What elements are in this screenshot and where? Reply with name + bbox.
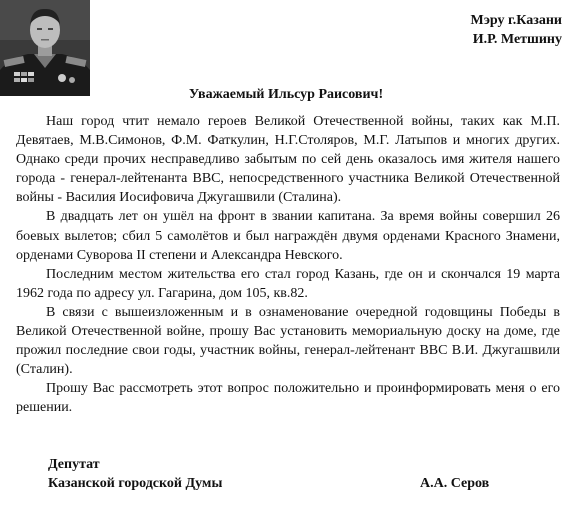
signature-name: А.А. Серов [420,476,490,491]
paragraph-2: В двадцать лет он ушёл на фронт в звании капитана. За время войны совершил 26 боевых вылетов; сбил 5 самолётов и был награждён двумя орденами Красного Знамени, орденами Суворова II степени и Александра Невского. [16,209,560,263]
paragraph-5: Прошу Вас рассмотреть этот вопрос положительно и проинформировать меня о его решении. [16,381,560,416]
paragraph-4: В связи с вышеизложенным и в ознаменование очередной годовщины Победы в Великой Отечественной войне, прошу Вас установить мемориальную доску на доме, где прожил последние свои годы, участник войны, генерал-лейтенант ВВС В.И. Джугашвили (Сталин). [16,304,560,378]
addressee-line-1: Мэру г.Казани [470,13,562,28]
salutation: Уважаемый Ильсур Раисович! [188,87,384,102]
addressee-line-2: И.Р. Метшину [472,32,562,47]
paragraph-3: Последним местом жительства его стал город Казань, где он и скончался 19 марта 1962 года по адресу ул. Гагарина, дом 105, кв.82. [16,266,560,301]
signature-title-line-1: Депутат [48,457,100,472]
letter-body [16,112,560,418]
signature-title-line-2: Казанской городской Думы [48,476,223,491]
portrait-photo [0,0,90,96]
addressee-block [470,11,562,49]
signature-title [48,455,222,493]
portrait-photo-icon [0,0,90,96]
paragraph-1: Наш город чтит немало героев Великой Отечественной войны, таких как М.П. Девятаев, М.В.Симонов, Ф.М. Фаткулин, Н.Г.Столяров, М.Г. Латыпов и многих других. Однако среди прочих несправедливо забытым по сей день оказалось имя жителя нашего города - генерал-лейтенанта ВВС, непосредственного участника Великой Отечественной войны - Василия Иосифовича Джугашвили (Сталина). [16,114,560,206]
